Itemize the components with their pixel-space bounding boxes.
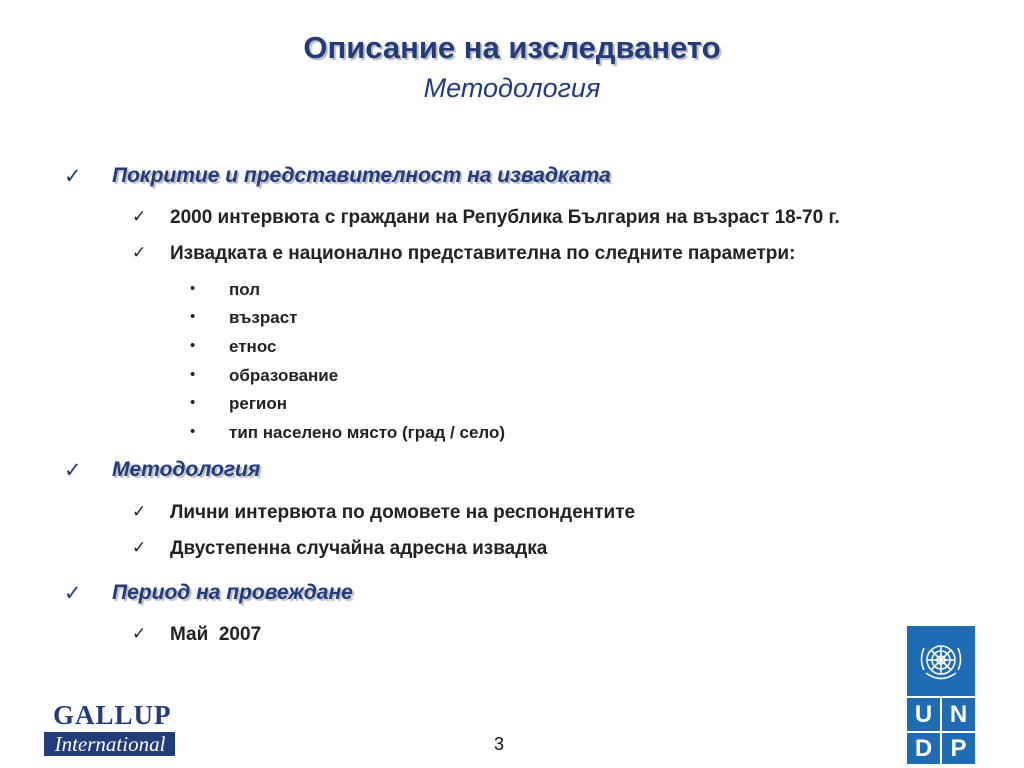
bullet-icon: • — [190, 366, 196, 383]
parameter-item: образование — [229, 366, 339, 385]
list-item: Май 2007 — [170, 624, 262, 645]
parameter-item: тип населено място (град / село) — [229, 423, 506, 442]
parameter-item: регион — [229, 394, 288, 413]
undp-letter-d: D — [907, 733, 940, 764]
section-heading-period: Период на провеждане — [112, 581, 353, 604]
check-icon: ✓ — [64, 459, 82, 482]
undp-letter-n: N — [942, 698, 975, 731]
bullet-icon: • — [190, 337, 196, 354]
un-emblem-icon — [907, 626, 975, 696]
bullet-icon: • — [190, 308, 196, 325]
check-icon: ✓ — [132, 538, 147, 557]
gallup-logo-sub: International — [54, 732, 166, 756]
bullet-icon: • — [190, 394, 196, 411]
list-item: Двустепенна случайна адресна извадка — [170, 538, 548, 559]
bullet-icon: • — [190, 280, 196, 297]
parameter-item: етнос — [229, 337, 277, 356]
list-item: Извадката е национално представителна по следните параметри: — [170, 243, 796, 264]
section-heading-coverage: Покритие и представителност на извадката — [112, 164, 611, 187]
check-icon: ✓ — [132, 243, 147, 262]
parameter-item: възраст — [229, 308, 298, 327]
slide-subtitle: Методология — [423, 73, 601, 103]
bullet-icon: • — [190, 423, 196, 440]
page-number: 3 — [494, 734, 505, 754]
list-item: Лични интервюта по домовете на респондентите — [170, 502, 636, 523]
list-item: 2000 интервюта с граждани на Република България на възраст 18-70 г. — [170, 207, 840, 228]
check-icon: ✓ — [64, 165, 82, 188]
check-icon: ✓ — [132, 502, 147, 521]
check-icon: ✓ — [132, 624, 147, 643]
check-icon: ✓ — [132, 207, 147, 226]
undp-logo — [907, 626, 975, 764]
undp-letter-p: P — [942, 733, 975, 764]
slide-title: Описание на изследването — [303, 30, 721, 65]
parameter-item: пол — [229, 280, 261, 299]
gallup-logo-name: GALLUP — [53, 700, 172, 730]
undp-letter-u: U — [907, 698, 940, 731]
check-icon: ✓ — [64, 582, 82, 605]
section-heading-methodology: Методология — [112, 458, 261, 481]
